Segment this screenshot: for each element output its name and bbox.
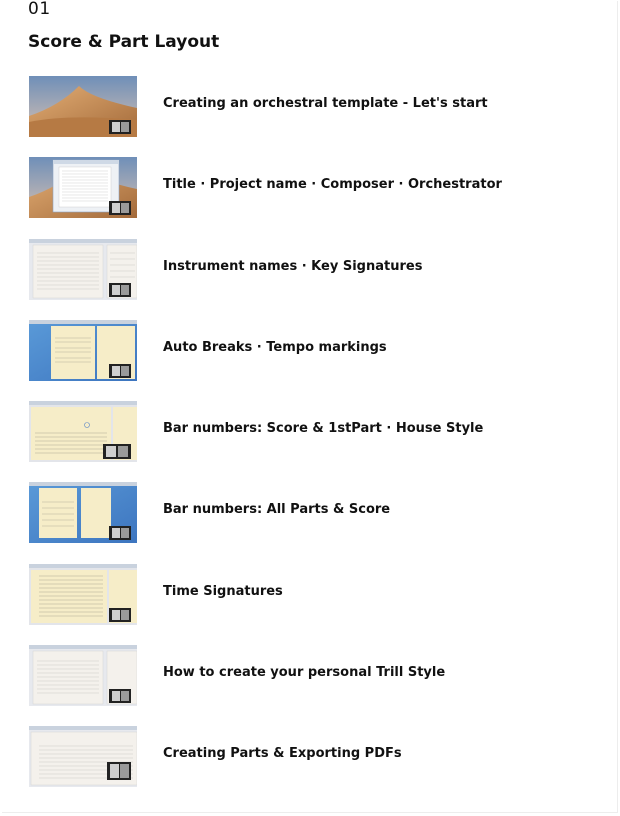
lesson-thumbnail[interactable] xyxy=(29,482,137,543)
lesson-thumbnail[interactable] xyxy=(29,320,137,381)
lesson-thumbnail[interactable] xyxy=(29,726,137,787)
score-window-thumbnail xyxy=(29,320,137,381)
lesson-thumbnail[interactable] xyxy=(29,239,137,300)
lesson-thumbnail[interactable] xyxy=(29,401,137,462)
lesson-item-6[interactable] xyxy=(2,481,617,562)
score-window-thumbnail xyxy=(29,401,137,462)
lesson-item-9[interactable] xyxy=(2,725,617,806)
lesson-item-2[interactable] xyxy=(2,156,617,237)
lesson-item-1[interactable] xyxy=(2,75,617,156)
lesson-title[interactable]: Auto Breaks · Tempo markings xyxy=(163,339,387,355)
lesson-thumbnail[interactable] xyxy=(29,645,137,706)
lesson-title[interactable]: Time Signatures xyxy=(163,583,283,599)
lesson-list xyxy=(2,75,617,807)
lesson-thumbnail[interactable] xyxy=(29,76,137,137)
score-window-thumbnail xyxy=(29,239,137,300)
lesson-title[interactable]: Bar numbers: Score & 1stPart · House Style xyxy=(163,421,484,437)
lesson-item-3[interactable] xyxy=(2,238,617,319)
lesson-title[interactable]: Title · Project name · Composer · Orchestrator xyxy=(163,177,502,193)
lesson-item-4[interactable] xyxy=(2,319,617,400)
lesson-thumbnail[interactable] xyxy=(29,564,137,625)
score-window-thumbnail xyxy=(29,726,137,787)
score-window-thumbnail xyxy=(29,564,137,625)
lesson-title[interactable]: How to create your personal Trill Style xyxy=(163,665,446,681)
score-window-thumbnail xyxy=(29,157,137,218)
lesson-item-7[interactable] xyxy=(2,563,617,644)
course-section-card xyxy=(2,1,618,813)
lesson-title[interactable]: Creating an orchestral template - Let's start xyxy=(163,96,488,111)
score-window-thumbnail xyxy=(29,482,137,543)
lesson-title[interactable]: Creating Parts & Exporting PDFs xyxy=(163,746,402,762)
section-number: 01 xyxy=(28,0,51,19)
lesson-title[interactable]: Instrument names · Key Signatures xyxy=(163,258,423,274)
lesson-item-5[interactable] xyxy=(2,400,617,481)
lesson-thumbnail[interactable] xyxy=(29,157,137,218)
section-title: Score & Part Layout xyxy=(28,32,220,52)
score-window-thumbnail xyxy=(29,645,137,706)
lesson-title[interactable]: Bar numbers: All Parts & Score xyxy=(163,502,391,518)
lesson-item-8[interactable] xyxy=(2,644,617,725)
desert-desktop-thumbnail xyxy=(29,76,137,137)
